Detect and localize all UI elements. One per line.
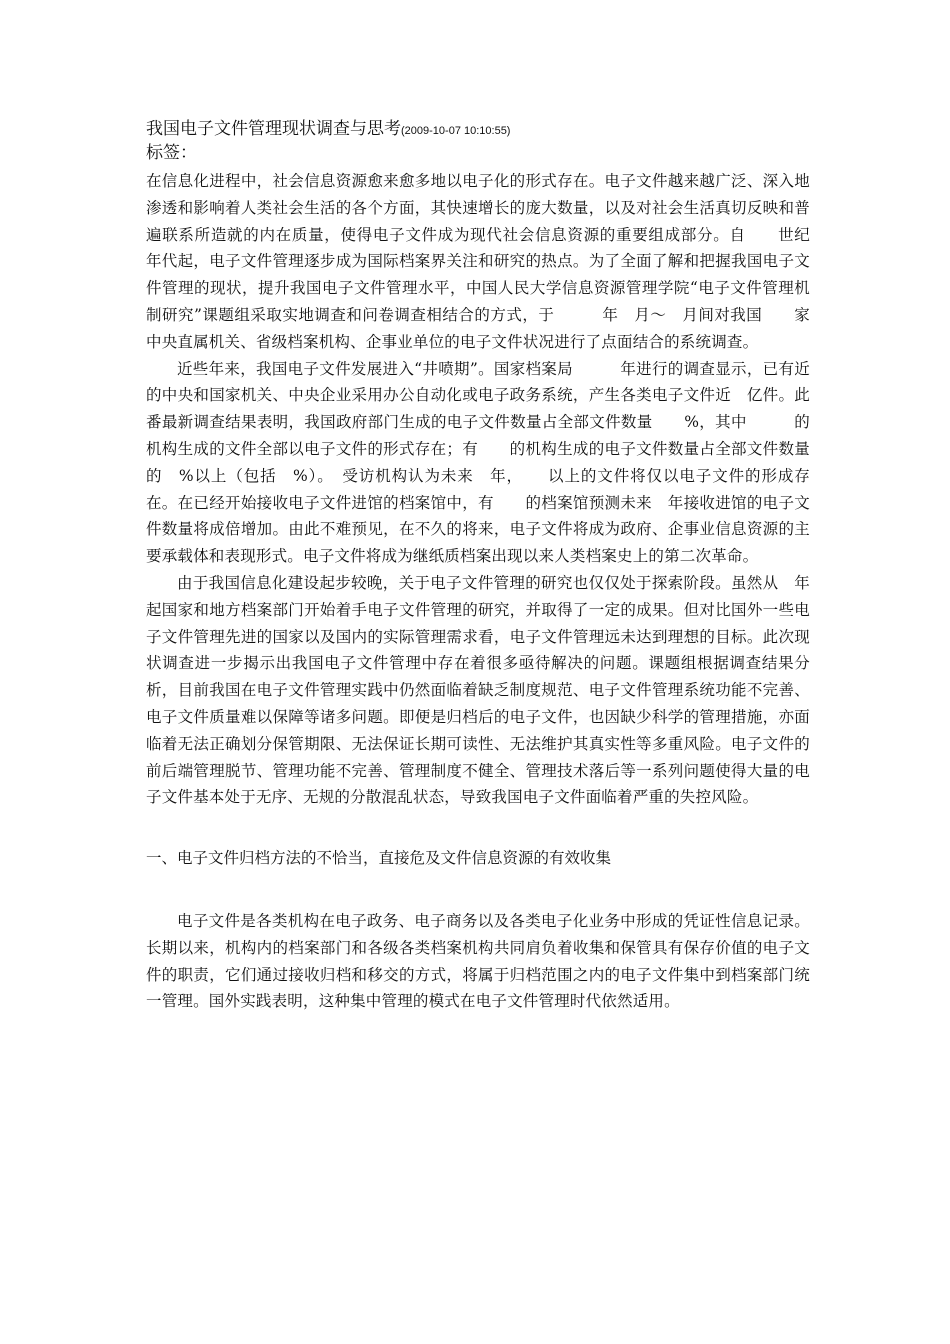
title-line — [146, 118, 810, 142]
paragraph-section-one: 电子文件是各类机构在电子政务、电子商务以及各类电子化业务中形成的凭证性信息记录。长期以来，机构内的档案部门和各级各类档案机构共同肩负着收集和保管具有保存价值的电子文件的职责，它们通过接收归档和移交的方式，将属于归档范围之内的电子文件集中到档案部门统一管理。国外实践表明，这种集中管理的模式在电子文件管理时代依然适用。 — [146, 911, 810, 1011]
document-page — [146, 118, 842, 1015]
post-timestamp: (2009-10-07 10:10:55) — [401, 125, 511, 137]
tags-label: 标签： — [146, 143, 197, 163]
paragraph-growth: 近些年来，我国电子文件发展进入“井喷期”。国家档案局 年进行的调查显示，已有近 的中央和国家机关、中央企业采用办公自动化或电子政务系统，产生各类电子文件近 亿件。此番最新调查结果表明，我国政府部门生成的电子文件数量占全部文件数量 %，其中 的机构生成的文件全部以电子文件的形式存在；有 的机构生成的电子文件数量占全部文件数量的 %以上（包括 %）。 受访机构认为未来 年， 以上的文件将仅以电子文件的形成存在。在已经开始接收电子文件进馆的档案馆中，有 的档案馆预测未来 年接收进馆的电子文件数量将成倍增加。由此不难预见，在不久的将来，电子文件将成为政府、企事业信息资源的主要承载体和表现形式。电子文件将成为继纸质档案出现以来人类档案史上的第二次革命。 — [146, 359, 842, 566]
paragraph-problems: 由于我国信息化建设起步较晚，关于电子文件管理的研究也仅仅处于探索阶段。虽然从 年起国家和地方档案部门开始着手电子文件管理的研究，并取得了一定的成果。但对比国外一些电子文件管理先进的国家以及国内的实际管理需求看，电子文件管理远未达到理想的目标。此次现状调查进一步揭示出我国电子文件管理中存在着很多亟待解决的问题。课题组根据调查结果分析，目前我国在电子文件管理实践中仍然面临着缺乏制度规范、电子文件管理系统功能不完善、电子文件质量难以保障等诸多问题。即便是归档后的电子文件，也因缺少科学的管理措施，亦面临着无法正确划分保管期限、无法保证长期可读性、无法维护其真实性等多重风险。电子文件的前后端管理脱节、管理功能不完善、管理制度不健全、管理技术落后等一系列问题使得大量的电子文件基本处于无序、无规的分散混乱状态，导致我国电子文件面临着严重的失控风险。 — [146, 573, 810, 807]
paragraph-intro: 在信息化进程中，社会信息资源愈来愈多地以电子化的形式存在。电子文件越来越广泛、深入地渗透和影响着人类社会生活的各个方面，其快速增长的庞大数量，以及对社会生活真切反映和普遍联系所造就的内在质量，使得电子文件成为现代社会信息资源的重要组成部分。自 世纪 年代起，电子文件管理逐步成为国际档案界关注和研究的热点。为了全面了解和把握我国电子文件管理的现状，提升我国电子文件管理水平，中国人民大学信息资源管理学院“电子文件管理机制研究”课题组采取实地调查和问卷调查相结合的方式，于 年 月～ 月间对我国 家中央直属机关、省级档案机构、企事业单位的电子文件状况进行了点面结合的系统调查。 — [146, 172, 842, 351]
document-title: 我国电子文件管理现状调查与思考 — [146, 119, 401, 139]
section-heading: 一、电子文件归档方法的不恰当，直接危及文件信息资源的有效收集 — [146, 849, 612, 868]
